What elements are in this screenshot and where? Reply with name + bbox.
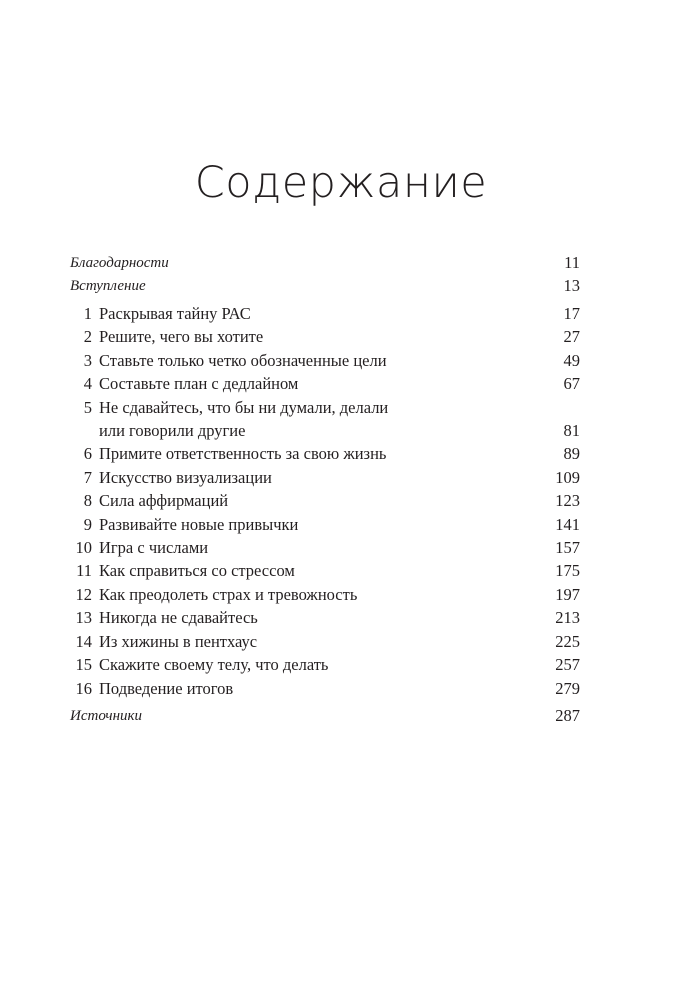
chapter-page: 17 — [563, 304, 580, 323]
chapter-number: 13 — [75, 608, 92, 628]
chapter-page: 225 — [555, 631, 580, 651]
chapter-title: Из хижины в пентхаус — [99, 631, 258, 651]
chapter-page: 157 — [555, 538, 580, 558]
chapter-title: Ставьте только четко обозначенные цели — [99, 350, 387, 370]
chapter-title: Подведение итогов — [99, 678, 234, 698]
chapter-number: 1 — [83, 304, 92, 323]
chapter-title: Составьте план с дедлайном — [99, 374, 299, 394]
chapter-title: Как справиться со стрессом — [99, 561, 295, 581]
chapter-title: Как преодолеть страх и тревожность — [99, 584, 358, 604]
chapter-title: Никогда не сдавайтесь — [99, 608, 258, 628]
chapter-number: 7 — [83, 467, 92, 487]
toc-chapter-1[interactable] — [70, 302, 580, 325]
toc-chapter-3[interactable] — [70, 349, 580, 372]
chapter-page: 279 — [555, 678, 580, 698]
chapter-title: Решите, чего вы хотите — [99, 327, 264, 347]
toc-entry-label: Благодарности — [70, 255, 169, 271]
chapter-title: Игра с числами — [99, 538, 209, 558]
toc-chapter-14[interactable] — [70, 630, 580, 653]
toc-entry-label: Вступление — [70, 278, 146, 294]
chapter-number: 8 — [83, 491, 92, 511]
chapter-page: 81 — [563, 421, 580, 441]
toc-entry-label: Источники — [70, 707, 143, 724]
chapter-title-line: Не сдавайтесь, что бы ни думали, делали — [99, 397, 389, 417]
table-of-contents — [70, 252, 580, 727]
chapter-number: 2 — [83, 327, 92, 347]
toc-chapter-16[interactable] — [70, 677, 580, 700]
chapter-title: Примите ответственность за свою жизнь — [99, 444, 387, 464]
chapter-page: 123 — [555, 491, 580, 511]
toc-chapter-9[interactable] — [70, 513, 580, 536]
page-title: Содержание — [194, 158, 488, 208]
chapter-title: Искусство визуализации — [99, 467, 272, 487]
chapter-page: 257 — [555, 655, 580, 675]
toc-chapter-13[interactable] — [70, 606, 580, 629]
chapter-number: 10 — [75, 538, 92, 558]
toc-entry-introduction[interactable] — [70, 275, 580, 297]
toc-chapter-6[interactable] — [70, 442, 580, 465]
toc-entry-sources[interactable] — [70, 705, 580, 727]
toc-chapter-4[interactable] — [70, 372, 580, 395]
toc-chapter-10[interactable] — [70, 536, 580, 559]
toc-chapter-11[interactable] — [70, 559, 580, 582]
chapter-number: 12 — [75, 584, 92, 604]
toc-entry-page: 13 — [563, 276, 580, 295]
chapter-page: 49 — [563, 350, 580, 370]
toc-chapter-2[interactable] — [70, 325, 580, 348]
chapter-title: Скажите своему телу, что делать — [99, 655, 329, 675]
chapter-title-line: или говорили другие — [99, 421, 246, 441]
chapter-number: 11 — [76, 561, 92, 581]
chapter-title: Раскрывая тайну РАС — [99, 304, 251, 323]
chapter-page: 141 — [555, 514, 580, 534]
chapter-number: 15 — [75, 655, 92, 675]
chapter-page: 67 — [563, 374, 580, 394]
toc-chapter-12[interactable] — [70, 583, 580, 606]
toc-chapter-7[interactable] — [70, 466, 580, 489]
chapter-page: 27 — [563, 327, 580, 347]
toc-entry-acknowledgements[interactable] — [70, 252, 580, 274]
chapter-number: 14 — [75, 631, 92, 651]
toc-chapter-15[interactable] — [70, 653, 580, 676]
chapter-page: 213 — [555, 608, 580, 628]
chapter-number: 16 — [75, 678, 92, 698]
chapter-number: 5 — [83, 397, 92, 417]
chapter-page: 175 — [555, 561, 580, 581]
chapter-number: 6 — [83, 444, 92, 464]
chapter-number: 9 — [83, 514, 92, 534]
toc-entry-page: 287 — [555, 705, 580, 725]
chapter-number: 4 — [83, 374, 92, 394]
chapter-page: 109 — [555, 467, 580, 487]
chapter-page: 197 — [555, 584, 580, 604]
chapter-title — [92, 396, 540, 443]
chapter-title: Развивайте новые привычки — [99, 514, 299, 534]
toc-entry-page: 11 — [564, 253, 580, 272]
chapter-page: 89 — [563, 444, 580, 464]
toc-chapter-5[interactable] — [70, 396, 580, 443]
chapter-number: 3 — [83, 350, 92, 370]
toc-chapter-8[interactable] — [70, 489, 580, 512]
chapter-title: Сила аффирмаций — [99, 491, 229, 511]
